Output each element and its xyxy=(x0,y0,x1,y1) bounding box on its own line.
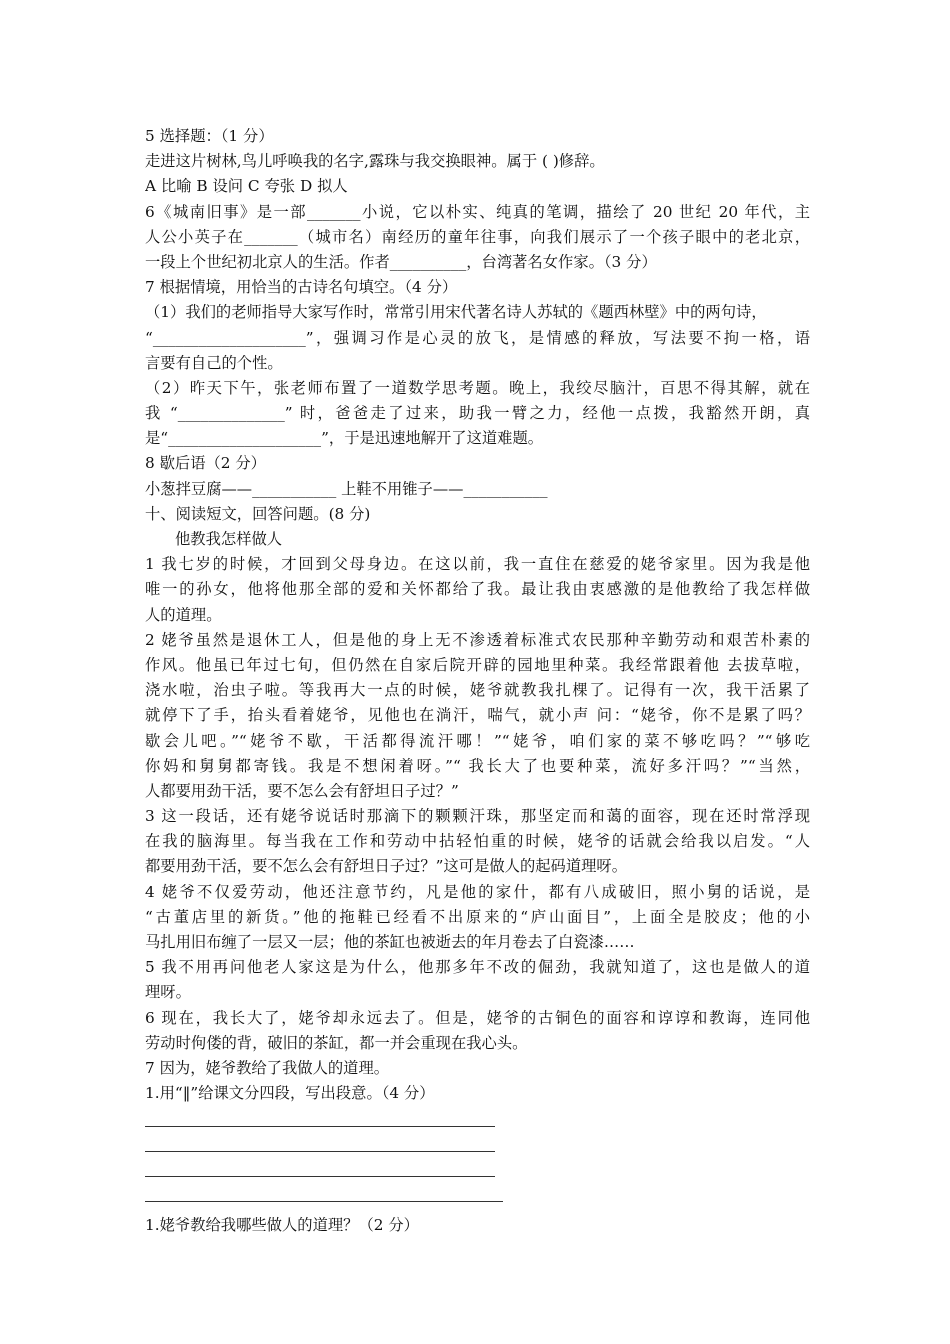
paragraph-3-line: 都要用劲干活，要不怎么会有舒坦日子过？”这可是做人的起码道理呀。 xyxy=(145,857,628,876)
paragraph-1-line: 1 我七岁的时候，才回到父母身边。在这以前，我一直住在慈爱的姥爷家里。因为我是他 xyxy=(145,555,810,574)
paragraph-3-line: 在我的脑海里。每当我在工作和劳动中拈轻怕重的时候，姥爷的话就会给我以启发。“人 xyxy=(145,832,810,851)
answer-line[interactable] xyxy=(145,1106,810,1131)
q5-heading: 5 选择题：（1 分） xyxy=(145,127,274,145)
q7-part2: 是“____________________”，于是迅速地解开了这道难题。 xyxy=(145,429,544,448)
answer-line[interactable] xyxy=(145,1157,810,1182)
q7-part2: （2）昨天下午，张老师布置了一道数学思考题。晚上，我绞尽脑汁，百思不得其解，就在 xyxy=(145,378,810,397)
paragraph-6-line: 劳动时佝偻的背，破旧的茶缸，都一并会重现在我心头。 xyxy=(145,1033,528,1052)
paragraph-2-line: 就停下了手，抬头看着姥爷，见他也在淌汗，喘气，就小声 问：“姥爷，你不是累了吗？ xyxy=(145,706,810,725)
question-2: 1.姥爷教给我哪些做人的道理？（2 分） xyxy=(145,1216,419,1235)
paragraph-2-line: 浇水啦，治虫子啦。等我再大一点的时候，姥爷就教我扎棵了。记得有一次，我干活累了 xyxy=(145,681,810,700)
answer-line[interactable] xyxy=(145,1182,810,1207)
paragraph-2-line: 你妈和舅舅都寄钱。我是不想闲着呀。”“ 我长大了也要种菜，流好多汗吗？”“当然， xyxy=(145,756,810,775)
paragraph-1-line: 唯一的孙女，他将他那全部的爱和关怀都给了我。最让我由衷感激的是他教给了我怎样做 xyxy=(145,580,810,599)
paragraph-4-line: “古董店里的新货。”他的拖鞋已经看不出原来的“庐山面目”，上面全是胶皮；他的小 xyxy=(145,907,810,926)
document-page xyxy=(145,124,810,1238)
paragraph-4-line: 4 姥爷不仅爱劳动，他还注意节约，凡是他的家什，都有八成破旧，照小舅的话说，是 xyxy=(145,882,810,901)
paragraph-2-line: 作风。他虽已年过七旬，但仍然在自家后院开辟的园地里种菜。我经常跟着他 去拔草啦， xyxy=(145,655,810,674)
answer-line[interactable] xyxy=(145,1132,810,1157)
paragraph-2-line: 2 姥爷虽然是退休工人，但是他的身上无不渗透着标准式农民那种辛勤劳动和艰苦朴素的 xyxy=(145,630,810,649)
question-1: 1.用“‖”给课文分四段，写出段意。（4 分） xyxy=(145,1084,435,1103)
q7-heading: 7 根据情境，用恰当的古诗名句填空。（4 分） xyxy=(145,278,458,297)
q7-part1: “____________________”，强调习作是心灵的放飞，是情感的释放，写法要不拘一格，语 xyxy=(145,328,810,347)
paragraph-5-line: 5 我不用再问他老人家这是为什么，他那多年不改的倔劲，我就知道了，这也是做人的道 xyxy=(145,958,810,977)
q5-options: A 比喻 B 设问 C 夸张 D 拟人 xyxy=(145,177,348,196)
paragraph-2-line: 歇会儿吧。”“姥爷不歇，干活都得流汗哪！”“姥爷，咱们家的菜不够吃吗？”“够吃 xyxy=(145,731,810,750)
paragraph-4-line: 马扎用旧布缠了一层又一层；他的茶缸也被逝去的年月卷去了白瓷漆…… xyxy=(145,933,635,951)
q7-part1: （1）我们的老师指导大家写作时，常常引用宋代著名诗人苏轼的《题西林壁》中的两句诗， xyxy=(145,303,767,322)
q5-stem: 走进这片树林,鸟儿呼唤我的名字,露珠与我交换眼神。属于 ( )修辞。 xyxy=(145,152,605,171)
paragraph-1-line: 人的道理。 xyxy=(145,605,222,624)
paragraph-2-line: 人都要用劲干活，要不怎么会有舒坦日子过？” xyxy=(145,781,459,800)
q7-part1: 言要有自己的个性。 xyxy=(145,353,283,372)
section10-heading: 十、阅读短文，回答问题。(8 分) xyxy=(145,504,371,523)
paragraph-6-line: 6 现在，我长大了，姥爷却永远去了。但是，姥爷的古铜色的面容和谆谆和教诲，连同他 xyxy=(145,1008,810,1027)
paragraph-5-line: 理呀。 xyxy=(145,983,191,1002)
q8-heading: 8 歇后语（2 分） xyxy=(145,454,266,473)
article-title: 他教我怎样做人 xyxy=(175,530,283,548)
q7-part2: 我 “______________” 时，爸爸走了过来，助我一臂之力，经他一点拨，我豁然开朗，真 xyxy=(145,404,810,423)
q8-line: 小葱拌豆腐——___________ 上鞋不用锥子——___________ xyxy=(145,479,548,498)
paragraph-7-line: 7 因为，姥爷教给了我做人的道理。 xyxy=(145,1058,390,1077)
q6-line: 一段上个世纪初北京人的生活。作者__________，台湾著名女作家。（3 分） xyxy=(145,252,657,271)
q6-line: 6《城南旧事》是一部_______小说，它以朴实、纯真的笔调，描绘了 20 世纪 20 年代，主 xyxy=(145,202,810,221)
q6-line: 人公小英子在_______（城市名）南经历的童年往事，向我们展示了一个孩子眼中的老北京， xyxy=(145,227,810,246)
paragraph-3-line: 3 这一段话，还有姥爷说话时那滴下的颗颗汗珠，那坚定而和蔼的面容，现在还时常浮现 xyxy=(145,807,810,826)
